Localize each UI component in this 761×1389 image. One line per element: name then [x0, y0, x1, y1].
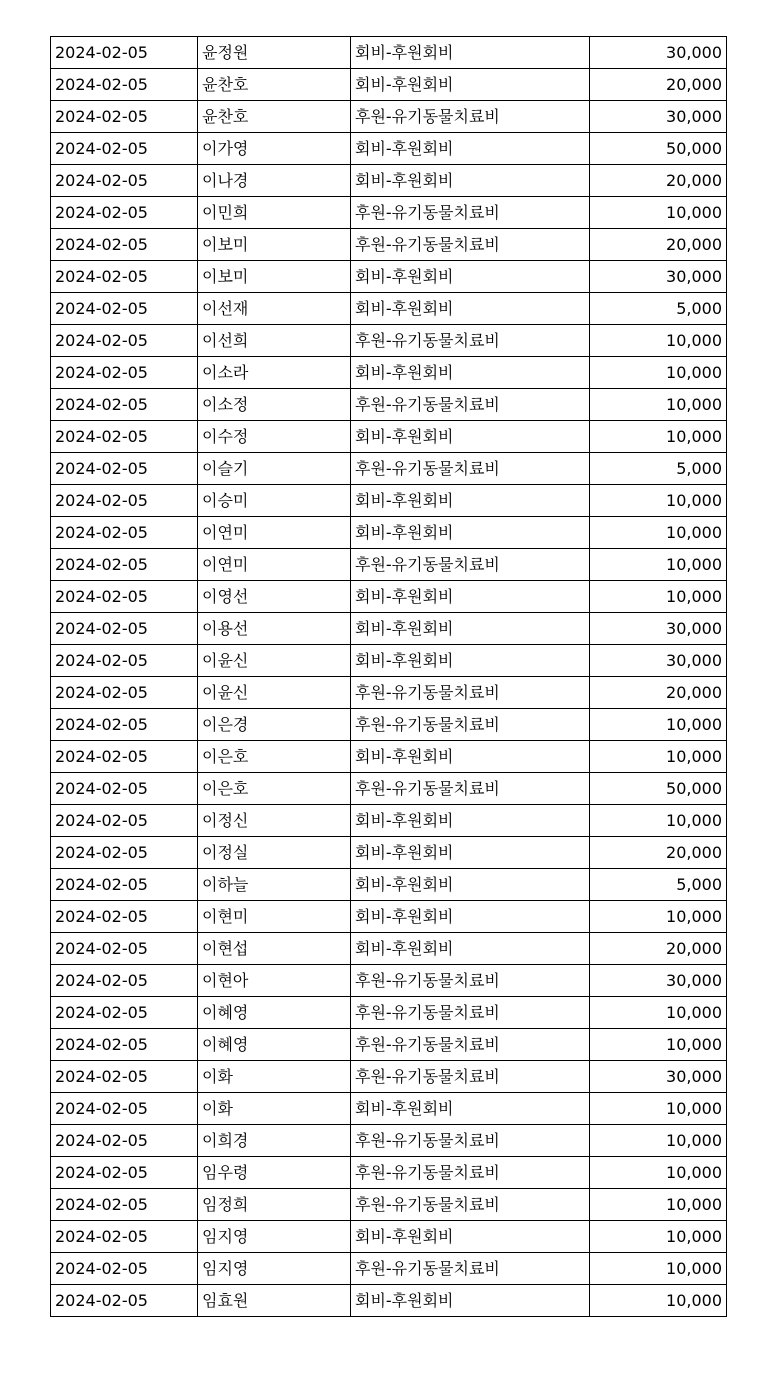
date-cell: 2024-02-05: [51, 1221, 198, 1253]
category-cell: 회비-후원회비: [351, 261, 590, 293]
date-cell: 2024-02-05: [51, 709, 198, 741]
name-cell: 이슬기: [198, 453, 351, 485]
table-row: [51, 69, 727, 101]
table-row: [51, 581, 727, 613]
name-cell: 임지영: [198, 1253, 351, 1285]
amount-cell: 10,000: [590, 1157, 727, 1189]
category-cell: 회비-후원회비: [351, 741, 590, 773]
date-cell: 2024-02-05: [51, 645, 198, 677]
name-cell: 이소라: [198, 357, 351, 389]
date-cell: 2024-02-05: [51, 933, 198, 965]
date-cell: 2024-02-05: [51, 197, 198, 229]
amount-cell: 10,000: [590, 1221, 727, 1253]
date-cell: 2024-02-05: [51, 165, 198, 197]
amount-cell: 50,000: [590, 133, 727, 165]
amount-cell: 10,000: [590, 741, 727, 773]
amount-cell: 20,000: [590, 165, 727, 197]
table-row: [51, 517, 727, 549]
category-cell: 회비-후원회비: [351, 1285, 590, 1317]
date-cell: 2024-02-05: [51, 517, 198, 549]
table-row: [51, 613, 727, 645]
date-cell: 2024-02-05: [51, 453, 198, 485]
date-cell: 2024-02-05: [51, 293, 198, 325]
table-row: [51, 453, 727, 485]
amount-cell: 10,000: [590, 805, 727, 837]
category-cell: 후원-유기동물치료비: [351, 773, 590, 805]
table-row: [51, 101, 727, 133]
amount-cell: 10,000: [590, 1125, 727, 1157]
name-cell: 윤정원: [198, 37, 351, 69]
category-cell: 후원-유기동물치료비: [351, 1189, 590, 1221]
name-cell: 이정실: [198, 837, 351, 869]
table-row: [51, 1189, 727, 1221]
category-cell: 회비-후원회비: [351, 613, 590, 645]
table-row: [51, 389, 727, 421]
category-cell: 후원-유기동물치료비: [351, 197, 590, 229]
category-cell: 회비-후원회비: [351, 1093, 590, 1125]
amount-cell: 10,000: [590, 389, 727, 421]
date-cell: 2024-02-05: [51, 1157, 198, 1189]
name-cell: 이현섭: [198, 933, 351, 965]
name-cell: 이선재: [198, 293, 351, 325]
name-cell: 이선희: [198, 325, 351, 357]
date-cell: 2024-02-05: [51, 997, 198, 1029]
date-cell: 2024-02-05: [51, 133, 198, 165]
amount-cell: 50,000: [590, 773, 727, 805]
amount-cell: 10,000: [590, 485, 727, 517]
date-cell: 2024-02-05: [51, 389, 198, 421]
name-cell: 이윤신: [198, 645, 351, 677]
category-cell: 회비-후원회비: [351, 357, 590, 389]
table-row: [51, 421, 727, 453]
name-cell: 이나경: [198, 165, 351, 197]
category-cell: 후원-유기동물치료비: [351, 965, 590, 997]
table-row: [51, 965, 727, 997]
category-cell: 후원-유기동물치료비: [351, 453, 590, 485]
name-cell: 임지영: [198, 1221, 351, 1253]
date-cell: 2024-02-05: [51, 741, 198, 773]
category-cell: 후원-유기동물치료비: [351, 229, 590, 261]
table-row: [51, 165, 727, 197]
date-cell: 2024-02-05: [51, 677, 198, 709]
table-row: [51, 229, 727, 261]
name-cell: 이은호: [198, 773, 351, 805]
date-cell: 2024-02-05: [51, 421, 198, 453]
category-cell: 후원-유기동물치료비: [351, 997, 590, 1029]
name-cell: 이연미: [198, 517, 351, 549]
category-cell: 회비-후원회비: [351, 901, 590, 933]
name-cell: 이하늘: [198, 869, 351, 901]
amount-cell: 30,000: [590, 965, 727, 997]
name-cell: 이승미: [198, 485, 351, 517]
date-cell: 2024-02-05: [51, 485, 198, 517]
name-cell: 이혜영: [198, 1029, 351, 1061]
date-cell: 2024-02-05: [51, 101, 198, 133]
name-cell: 이가영: [198, 133, 351, 165]
table-row: [51, 261, 727, 293]
name-cell: 윤찬호: [198, 69, 351, 101]
amount-cell: 5,000: [590, 869, 727, 901]
amount-cell: 10,000: [590, 1093, 727, 1125]
category-cell: 회비-후원회비: [351, 933, 590, 965]
amount-cell: 30,000: [590, 261, 727, 293]
date-cell: 2024-02-05: [51, 1125, 198, 1157]
category-cell: 회비-후원회비: [351, 165, 590, 197]
name-cell: 이윤신: [198, 677, 351, 709]
name-cell: 이영선: [198, 581, 351, 613]
name-cell: 이현미: [198, 901, 351, 933]
category-cell: 회비-후원회비: [351, 37, 590, 69]
amount-cell: 10,000: [590, 1253, 727, 1285]
table-row: [51, 549, 727, 581]
category-cell: 회비-후원회비: [351, 133, 590, 165]
name-cell: 이보미: [198, 261, 351, 293]
date-cell: 2024-02-05: [51, 965, 198, 997]
table-row: [51, 1253, 727, 1285]
table-row: [51, 677, 727, 709]
amount-cell: 30,000: [590, 37, 727, 69]
category-cell: 후원-유기동물치료비: [351, 677, 590, 709]
name-cell: 임우령: [198, 1157, 351, 1189]
category-cell: 후원-유기동물치료비: [351, 1253, 590, 1285]
date-cell: 2024-02-05: [51, 1061, 198, 1093]
date-cell: 2024-02-05: [51, 1029, 198, 1061]
name-cell: 이혜영: [198, 997, 351, 1029]
name-cell: 이소정: [198, 389, 351, 421]
name-cell: 이화: [198, 1061, 351, 1093]
amount-cell: 20,000: [590, 677, 727, 709]
date-cell: 2024-02-05: [51, 1093, 198, 1125]
date-cell: 2024-02-05: [51, 1189, 198, 1221]
name-cell: 이은호: [198, 741, 351, 773]
date-cell: 2024-02-05: [51, 69, 198, 101]
table-row: [51, 1029, 727, 1061]
category-cell: 후원-유기동물치료비: [351, 709, 590, 741]
table-row: [51, 869, 727, 901]
amount-cell: 10,000: [590, 517, 727, 549]
category-cell: 후원-유기동물치료비: [351, 325, 590, 357]
table-row: [51, 1221, 727, 1253]
table-row: [51, 1285, 727, 1317]
table-row: [51, 325, 727, 357]
name-cell: 이수정: [198, 421, 351, 453]
category-cell: 후원-유기동물치료비: [351, 1061, 590, 1093]
amount-cell: 10,000: [590, 1285, 727, 1317]
category-cell: 회비-후원회비: [351, 485, 590, 517]
category-cell: 후원-유기동물치료비: [351, 1029, 590, 1061]
amount-cell: 20,000: [590, 837, 727, 869]
date-cell: 2024-02-05: [51, 261, 198, 293]
amount-cell: 10,000: [590, 1029, 727, 1061]
table-row: [51, 1125, 727, 1157]
name-cell: 이정신: [198, 805, 351, 837]
category-cell: 회비-후원회비: [351, 837, 590, 869]
amount-cell: 20,000: [590, 69, 727, 101]
ledger-body: [51, 37, 727, 1317]
category-cell: 회비-후원회비: [351, 869, 590, 901]
name-cell: 이보미: [198, 229, 351, 261]
table-row: [51, 1157, 727, 1189]
name-cell: 이연미: [198, 549, 351, 581]
table-row: [51, 357, 727, 389]
table-row: [51, 741, 727, 773]
category-cell: 회비-후원회비: [351, 805, 590, 837]
table-row: [51, 197, 727, 229]
table-row: [51, 37, 727, 69]
name-cell: 이현아: [198, 965, 351, 997]
table-row: [51, 773, 727, 805]
date-cell: 2024-02-05: [51, 773, 198, 805]
table-row: [51, 901, 727, 933]
amount-cell: 10,000: [590, 357, 727, 389]
table-row: [51, 293, 727, 325]
amount-cell: 30,000: [590, 1061, 727, 1093]
table-row: [51, 837, 727, 869]
name-cell: 임효원: [198, 1285, 351, 1317]
date-cell: 2024-02-05: [51, 613, 198, 645]
date-cell: 2024-02-05: [51, 229, 198, 261]
name-cell: 이용선: [198, 613, 351, 645]
amount-cell: 20,000: [590, 229, 727, 261]
date-cell: 2024-02-05: [51, 357, 198, 389]
name-cell: 이은경: [198, 709, 351, 741]
table-row: [51, 1093, 727, 1125]
table-row: [51, 645, 727, 677]
amount-cell: 5,000: [590, 293, 727, 325]
date-cell: 2024-02-05: [51, 581, 198, 613]
date-cell: 2024-02-05: [51, 805, 198, 837]
amount-cell: 30,000: [590, 613, 727, 645]
category-cell: 후원-유기동물치료비: [351, 101, 590, 133]
category-cell: 회비-후원회비: [351, 293, 590, 325]
category-cell: 후원-유기동물치료비: [351, 1157, 590, 1189]
date-cell: 2024-02-05: [51, 869, 198, 901]
table-row: [51, 1061, 727, 1093]
table-row: [51, 805, 727, 837]
category-cell: 회비-후원회비: [351, 69, 590, 101]
date-cell: 2024-02-05: [51, 325, 198, 357]
category-cell: 회비-후원회비: [351, 581, 590, 613]
name-cell: 임정희: [198, 1189, 351, 1221]
amount-cell: 10,000: [590, 549, 727, 581]
category-cell: 후원-유기동물치료비: [351, 1125, 590, 1157]
amount-cell: 10,000: [590, 709, 727, 741]
table-row: [51, 133, 727, 165]
date-cell: 2024-02-05: [51, 837, 198, 869]
table-row: [51, 933, 727, 965]
donation-ledger-sheet: [50, 36, 726, 1317]
amount-cell: 10,000: [590, 901, 727, 933]
name-cell: 이화: [198, 1093, 351, 1125]
category-cell: 회비-후원회비: [351, 1221, 590, 1253]
date-cell: 2024-02-05: [51, 1285, 198, 1317]
amount-cell: 10,000: [590, 1189, 727, 1221]
amount-cell: 10,000: [590, 997, 727, 1029]
name-cell: 이민희: [198, 197, 351, 229]
category-cell: 회비-후원회비: [351, 421, 590, 453]
date-cell: 2024-02-05: [51, 1253, 198, 1285]
category-cell: 후원-유기동물치료비: [351, 389, 590, 421]
category-cell: 회비-후원회비: [351, 517, 590, 549]
category-cell: 후원-유기동물치료비: [351, 549, 590, 581]
name-cell: 윤찬호: [198, 101, 351, 133]
amount-cell: 10,000: [590, 197, 727, 229]
table-row: [51, 709, 727, 741]
amount-cell: 30,000: [590, 101, 727, 133]
amount-cell: 10,000: [590, 421, 727, 453]
table-row: [51, 485, 727, 517]
date-cell: 2024-02-05: [51, 549, 198, 581]
amount-cell: 30,000: [590, 645, 727, 677]
date-cell: 2024-02-05: [51, 37, 198, 69]
donation-ledger-table: [50, 36, 727, 1317]
amount-cell: 10,000: [590, 325, 727, 357]
name-cell: 이희경: [198, 1125, 351, 1157]
amount-cell: 20,000: [590, 933, 727, 965]
amount-cell: 5,000: [590, 453, 727, 485]
table-row: [51, 997, 727, 1029]
date-cell: 2024-02-05: [51, 901, 198, 933]
category-cell: 회비-후원회비: [351, 645, 590, 677]
amount-cell: 10,000: [590, 581, 727, 613]
